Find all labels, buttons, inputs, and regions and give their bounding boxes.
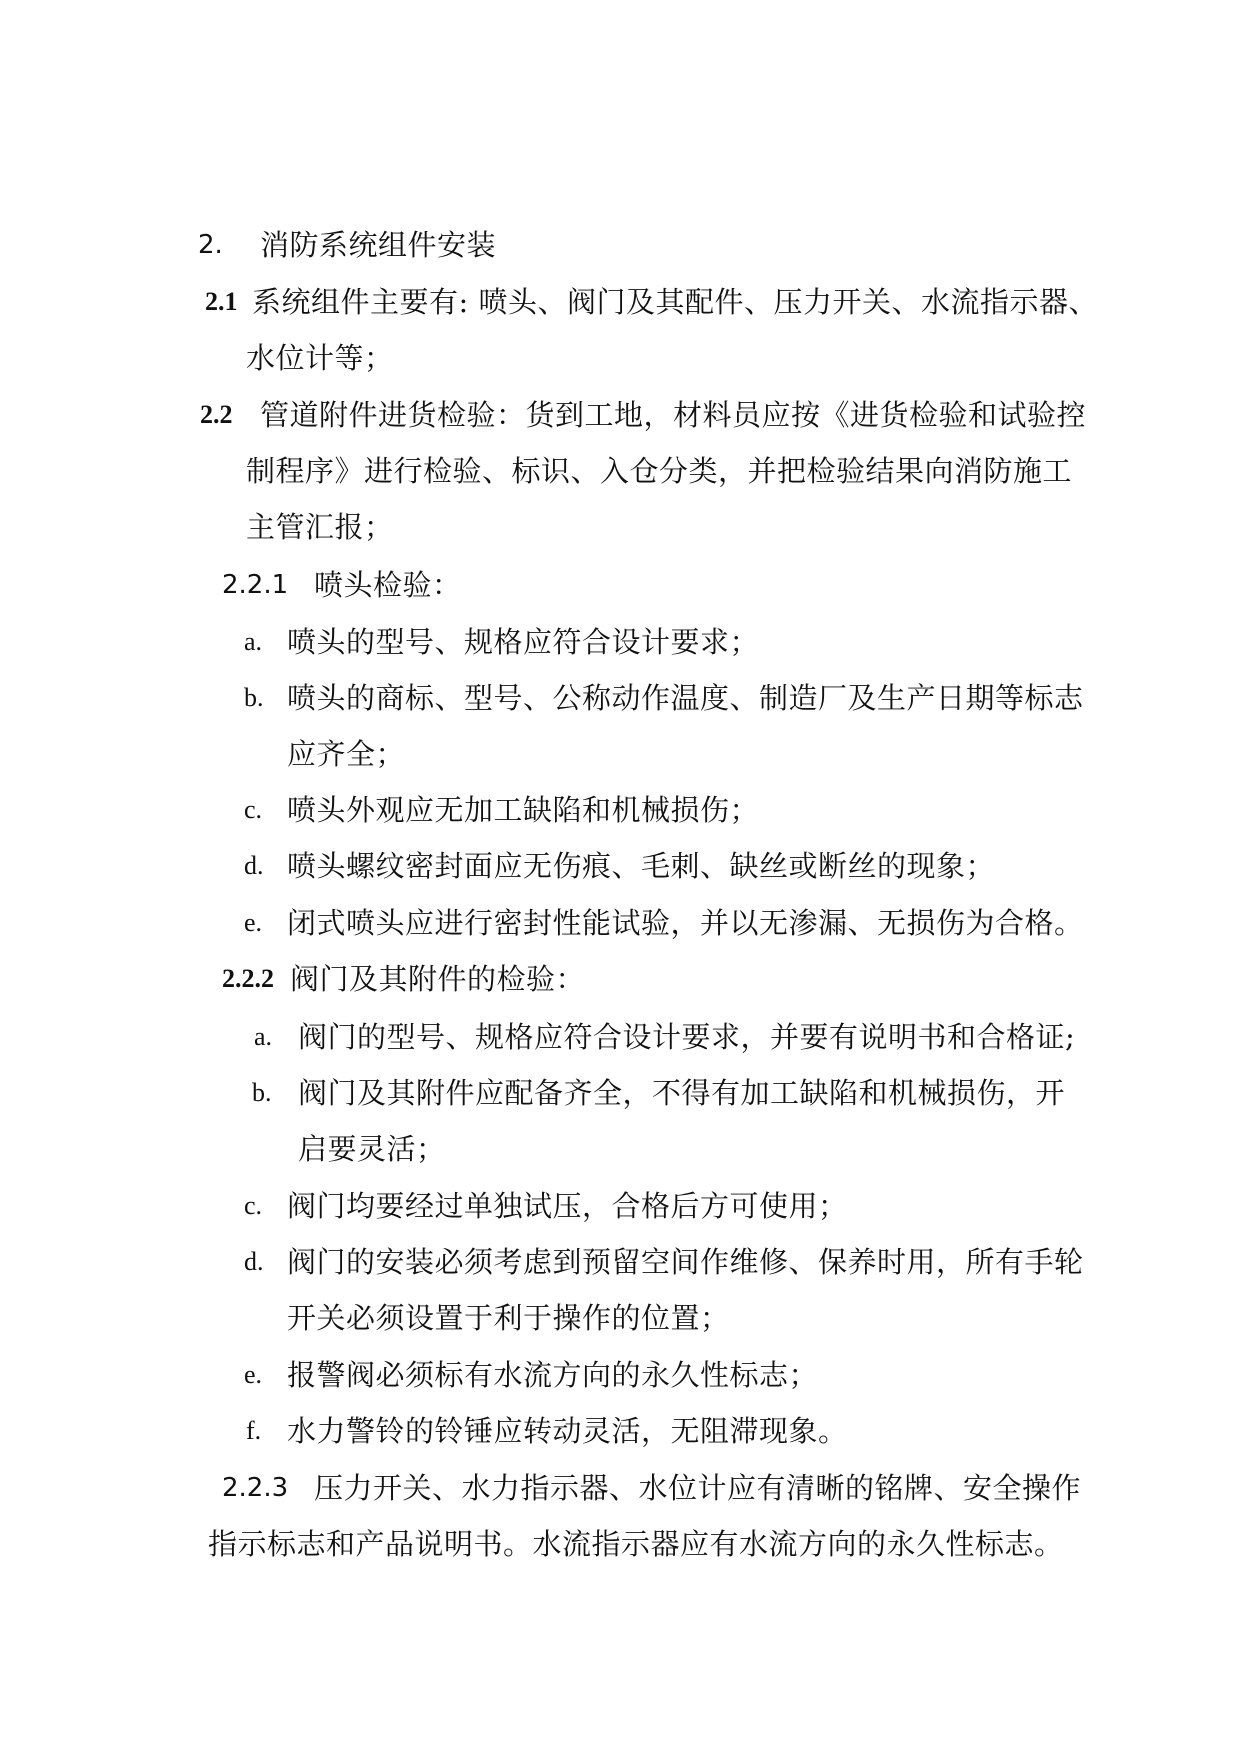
list-item: 水力警铃的铃锤应转动灵活，无阻滞现象。	[287, 1414, 848, 1448]
subsection-2-1-number: 2.1	[205, 287, 238, 316]
subsection-2-2-line-3: 主管汇报；	[246, 510, 394, 544]
subsection-2-2-3-number: 2.2.3	[222, 1473, 289, 1503]
list-item: 阀门及其附件应配备齐全，不得有加工缺陷和机械损伤，开	[298, 1076, 1066, 1110]
list-item: 喷头螺纹密封面应无伤痕、毛刺、缺丝或断丝的现象；	[287, 849, 996, 883]
list-marker: e.	[244, 1360, 263, 1389]
list-marker: b.	[244, 683, 264, 712]
section-number: 2.	[198, 230, 223, 260]
subsection-2-2-1-title: 喷头检验：	[314, 568, 462, 602]
subsection-2-2-3-line-1: 压力开关、水力指示器、水位计应有清晰的铭牌、安全操作	[314, 1471, 1082, 1505]
list-marker: b.	[252, 1078, 272, 1107]
list-item: 报警阀必须标有水流方向的永久性标志；	[287, 1358, 819, 1392]
list-marker: d.	[244, 1247, 264, 1276]
list-marker: d.	[244, 851, 264, 880]
subsection-2-2-2-number: 2.2.2	[222, 964, 274, 993]
subsection-2-2-number: 2.2	[200, 400, 233, 429]
list-item-continuation: 开关必须设置于利于操作的位置；	[287, 1301, 730, 1335]
list-item: 阀门的安装必须考虑到预留空间作维修、保养时用，所有手轮	[287, 1245, 1084, 1279]
list-marker: f.	[246, 1416, 262, 1445]
list-item-continuation: 应齐全；	[287, 737, 406, 771]
subsection-2-2-2-title: 阀门及其附件的检验：	[290, 962, 586, 996]
subsection-2-2-line-2: 制程序》进行检验、标识、入仓分类，并把检验结果向消防施工	[246, 454, 1073, 488]
subsection-2-2-1-number: 2.2.1	[222, 570, 289, 600]
list-marker: c.	[244, 1191, 263, 1220]
subsection-2-2-3-line-2: 指示标志和产品说明书。水流指示器应有水流方向的永久性标志。	[208, 1527, 1064, 1561]
list-marker: a.	[254, 1022, 273, 1051]
list-item: 阀门的型号、规格应符合设计要求，并要有说明书和合格证;	[298, 1020, 1076, 1054]
list-marker: e.	[244, 908, 263, 937]
list-item: 喷头的型号、规格应符合设计要求；	[287, 625, 760, 659]
list-item: 喷头外观应无加工缺陷和机械损伤；	[287, 793, 760, 827]
subsection-2-1-line-1: 系统组件主要有: 喷头、阀门及其配件、压力开关、水流指示器、	[252, 285, 1098, 319]
list-item: 闭式喷头应进行密封性能试验，并以无渗漏、无损伤为合格。	[287, 906, 1084, 940]
list-marker: c.	[244, 795, 263, 824]
list-marker: a.	[244, 627, 263, 656]
subsection-2-1-line-2: 水位计等；	[246, 341, 394, 375]
list-item-continuation: 启要灵活；	[298, 1132, 446, 1166]
subsection-2-2-line-1: 管道附件进货检验：货到工地，材料员应按《进货检验和试验控	[260, 398, 1087, 432]
list-item: 喷头的商标、型号、公称动作温度、制造厂及生产日期等标志	[287, 681, 1084, 715]
list-item: 阀门均要经过单独试压，合格后方可使用；	[287, 1189, 848, 1223]
section-title: 消防系统组件安装	[260, 228, 497, 262]
